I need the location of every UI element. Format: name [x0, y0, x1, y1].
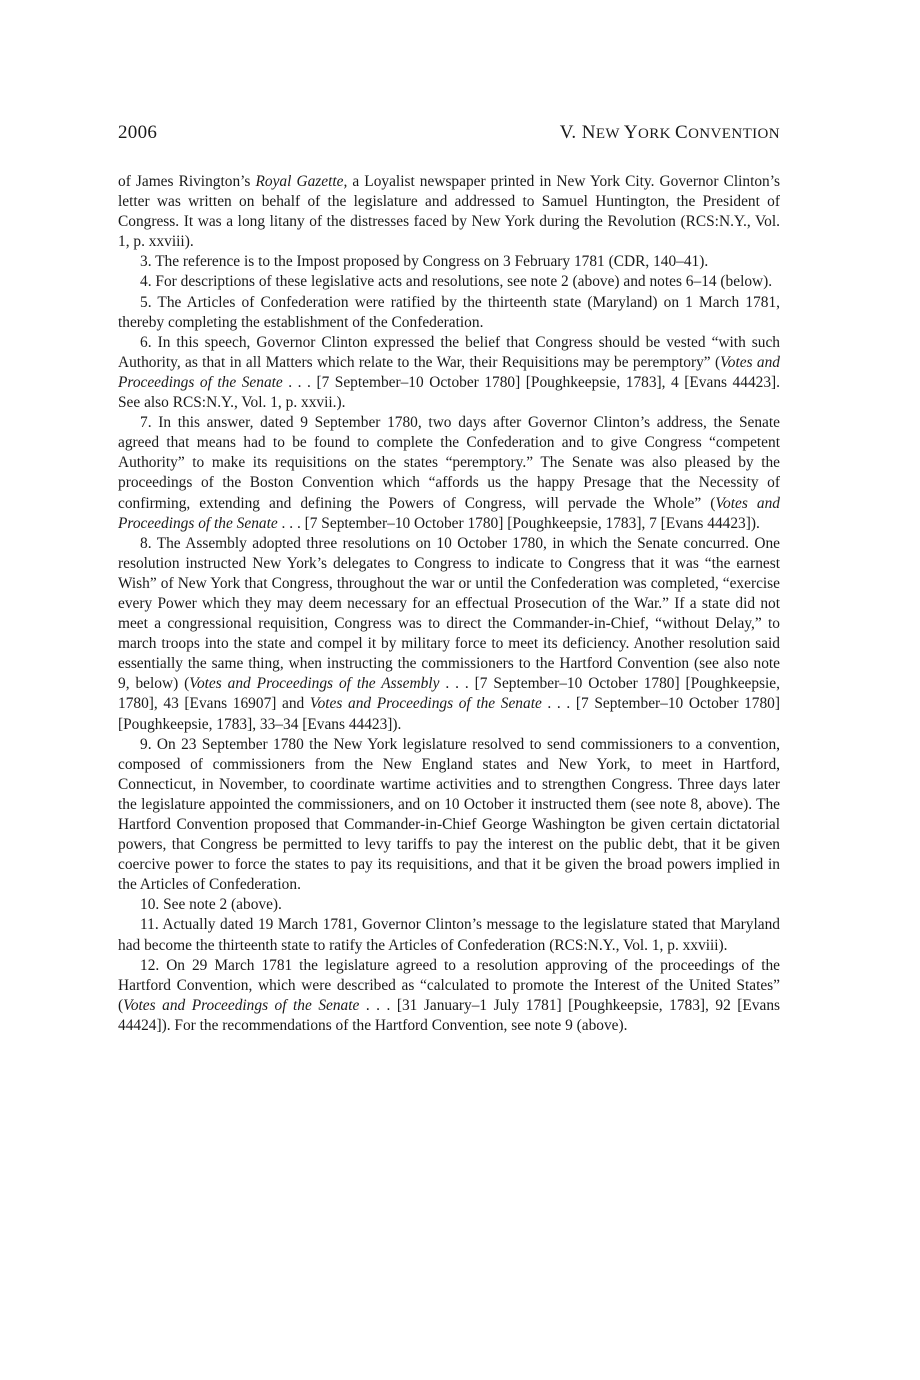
note-text: 6. In this speech, Governor Clinton expressed the belief that Congress should be vested “with such Authority, as that in all Matters which relate to the War, their Requisitions may be peremptory” (: [118, 333, 780, 371]
section-title-part: ORK: [637, 126, 675, 142]
note-italic-title: Votes and Proceedings of the Senate: [123, 996, 360, 1014]
note-12: [118, 956, 780, 1036]
note-text: . . . [31 January–1 July 1781] [Poughkeepsie, 1783], 92 [Evans 44424]). For the recommendations of the Hartford Convention, see note 9 (above).: [118, 996, 780, 1034]
section-title: [560, 122, 780, 144]
note-6: [118, 333, 780, 413]
note-italic-title: Votes and Proceedings of the Senate: [118, 494, 780, 532]
note-3: 3. The reference is to the Impost proposed by Congress on 3 February 1781 (CDR, 140–41).: [140, 253, 709, 271]
note-text: of James Rivington’s: [118, 173, 256, 190]
note-text: 7. In this answer, dated 9 September 1780, two days after Governor Clinton’s address, the Senate agreed that means had to be found to complete the Confederation and to give Congress “competent Authority” to make its requisitions on the states “peremptory.” The Senate was also pleased by the proceedings of the Boston Convention which “affords us the happy Presage that the Necessity of confirming, extending and defining the Powers of Congress, will pervade the Whole” (: [118, 414, 780, 512]
note-text: . . . [7 September–10 October 1780] [Poughkeepsie, 1780], 43 [Evans 16907] and: [118, 675, 780, 713]
section-title-part: Y: [623, 122, 638, 143]
note-8: [118, 534, 780, 735]
note-italic-title: Royal Gazette,: [255, 173, 348, 190]
note-text: . . . [7 September–10 October 1780] [Poughkeepsie, 1783], 33–34 [Evans 44423]).: [118, 695, 780, 733]
note-text: . . . [7 September–10 October 1780] [Poughkeepsie, 1783], 4 [Evans 44423]. See also RCS:N.Y., Vol. 1, p. xxvii.).: [118, 373, 781, 412]
note-10: 10. See note 2 (above).: [140, 896, 282, 914]
section-title-part: C: [675, 122, 689, 143]
note-5: 5. The Articles of Confederation were ratified by the thirteenth state (Maryland) on 1 March 1781, thereby completing the establishment of the Confederation.: [118, 293, 780, 331]
note-4: 4. For descriptions of these legislative acts and resolutions, see note 2 (above) and notes 6–14 (below).: [140, 273, 773, 291]
note-text: 12. On 29 March 1781 the legislature agreed to a resolution approving of the proceedings of the Hartford Convention, which were described as “calculated to promote the Interest of the United States” (: [118, 956, 780, 1014]
note-italic-title: Votes and Proceedings of the Senate: [309, 695, 542, 713]
note-text: 8. The Assembly adopted three resolutions on 10 October 1780, in which the Senate concurred. One resolution instructed New York’s delegates to Congress to indicate to Congress that it was “the earnest Wish” of New York that Congress, throughout the war or until the Confederation was completed, “exercise every Power which they may deem necessary for an effectual Prosecution of the War.” If a state did not meet a congressional requisition, Congress was to direct the Commander-in-Chief, “without Delay,” to march troops into the state and compel it by military force to meet its deficiency. Another resolution said essentially the same thing, when instructing the commissioners to the Hartford Convention (see also note 9, below) (: [118, 534, 780, 693]
section-title-part: ONVENTION: [688, 126, 780, 142]
section-numeral: V.: [559, 122, 582, 143]
note-text: a Loyalist newspaper printed in New York City. Governor Clinton’s letter was written on behalf of the legislature and addressed to Samuel Huntington, the President of Congress. It was a long litany of the distresses faced by New York during the Revolution (RCS:N.Y., Vol. 1, p. xxviii).: [118, 173, 781, 251]
note-9: 9. On 23 September 1780 the New York legislature resolved to send commissioners to a convention, composed of commissioners from the New England states and New York, to meet in Hartford, Connecticut, in November, to coordinate wartime activities and to strengthen Congress. Three days later the legislature appointed the commissioners, and on 10 October it instructed them (see note 8, above). The Hartford Convention proposed that Commander-in-Chief George Washington be given certain dictatorial powers, that Congress be permitted to levy tariffs to pay the interest on the public debt, that it be given coercive power to force the states to pay its requisitions, and that it be given the broad powers implied in the Articles of Confederation.: [118, 735, 780, 894]
note-7: [118, 413, 780, 534]
note-italic-title: Votes and Proceedings of the Assembly: [189, 675, 440, 693]
running-head: [118, 122, 780, 144]
note-2-continuation: [118, 172, 780, 252]
note-italic-title: Votes and Proceedings of the Senate: [118, 353, 780, 391]
endnotes: [118, 172, 780, 1036]
page-number: 2006: [118, 122, 158, 143]
note-11: 11. Actually dated 19 March 1781, Governor Clinton’s message to the legislature stated that Maryland had become the thirteenth state to ratify the Articles of Confederation (RCS:N.Y., Vol. 1, p. xxviii).: [118, 916, 780, 954]
section-title-part: N: [581, 122, 596, 143]
note-text: . . . [7 September–10 October 1780] [Poughkeepsie, 1783], 7 [Evans 44423]).: [277, 514, 760, 532]
section-title-part: EW: [595, 126, 624, 142]
